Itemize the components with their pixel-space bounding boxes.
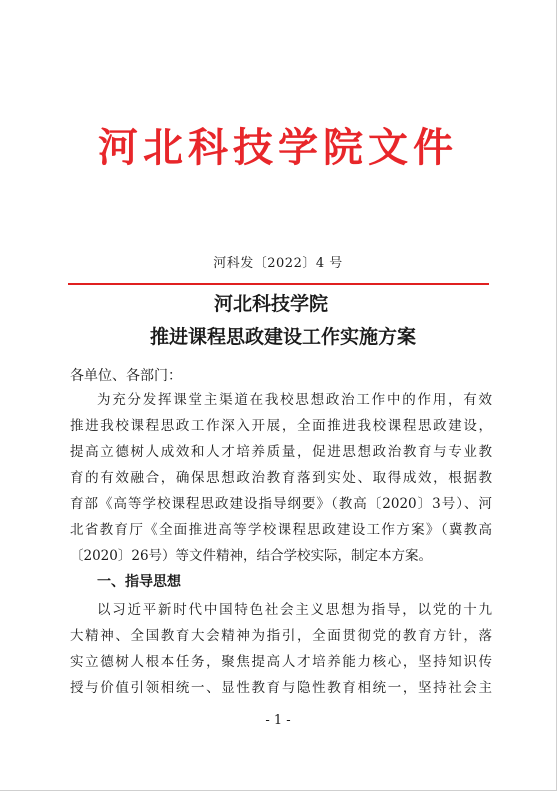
masthead-title: 河北科技学院文件 bbox=[98, 124, 458, 171]
paragraph-line: 〔2020〕26号）等文件精神，结合学校实际，制定本方案。 bbox=[70, 548, 433, 564]
paragraph-line: 育的有效融合，确保思想政治教育落到实处、取得成效，根据教 bbox=[70, 470, 492, 486]
paragraph-line: 为充分发挥课堂主渠道在我校思想政治工作中的作用，有效 bbox=[97, 392, 492, 408]
red-divider-rule bbox=[68, 283, 489, 285]
paragraph-line: 以习近平新时代中国特色社会主义思想为指导，以党的十九 bbox=[97, 602, 492, 618]
paragraph-line: 育部《高等学校课程思政建设指导纲要》（教高〔2020〕3号）、河 bbox=[70, 496, 492, 512]
document-title-line-2: 推进课程思政建设工作实施方案 bbox=[150, 326, 417, 348]
paragraph-line: 授与价值引领相统一、显性教育与隐性教育相统一，坚持社会主 bbox=[70, 680, 492, 696]
paragraph-line: 大精神、全国教育大会精神为指引，全面贯彻党的教育方针，落 bbox=[70, 628, 492, 644]
document-number: 河科发〔2022〕4 号 bbox=[213, 256, 343, 271]
document-title-line-1: 河北科技学院 bbox=[214, 293, 329, 315]
guiding-ideology-paragraph bbox=[70, 597, 492, 701]
section-heading: 一、指导思想 bbox=[97, 574, 181, 590]
paragraph-line: 北省教育厅《全面推进高等学校课程思政建设工作方案》（冀教高 bbox=[70, 522, 492, 538]
paragraph-line: 提高立德树人成效和人才培养质量，促进思想政治教育与专业教 bbox=[70, 444, 492, 460]
salutation: 各单位、各部门： bbox=[70, 368, 182, 384]
paragraph-line: 推进我校课程思政工作深入开展，全面推进我校课程思政建设， bbox=[70, 418, 492, 434]
intro-paragraph bbox=[70, 387, 492, 569]
page-number: - 1 - bbox=[265, 713, 291, 728]
paragraph-line: 实立德树人根本任务，聚焦提高人才培养能力核心，坚持知识传 bbox=[70, 654, 492, 670]
